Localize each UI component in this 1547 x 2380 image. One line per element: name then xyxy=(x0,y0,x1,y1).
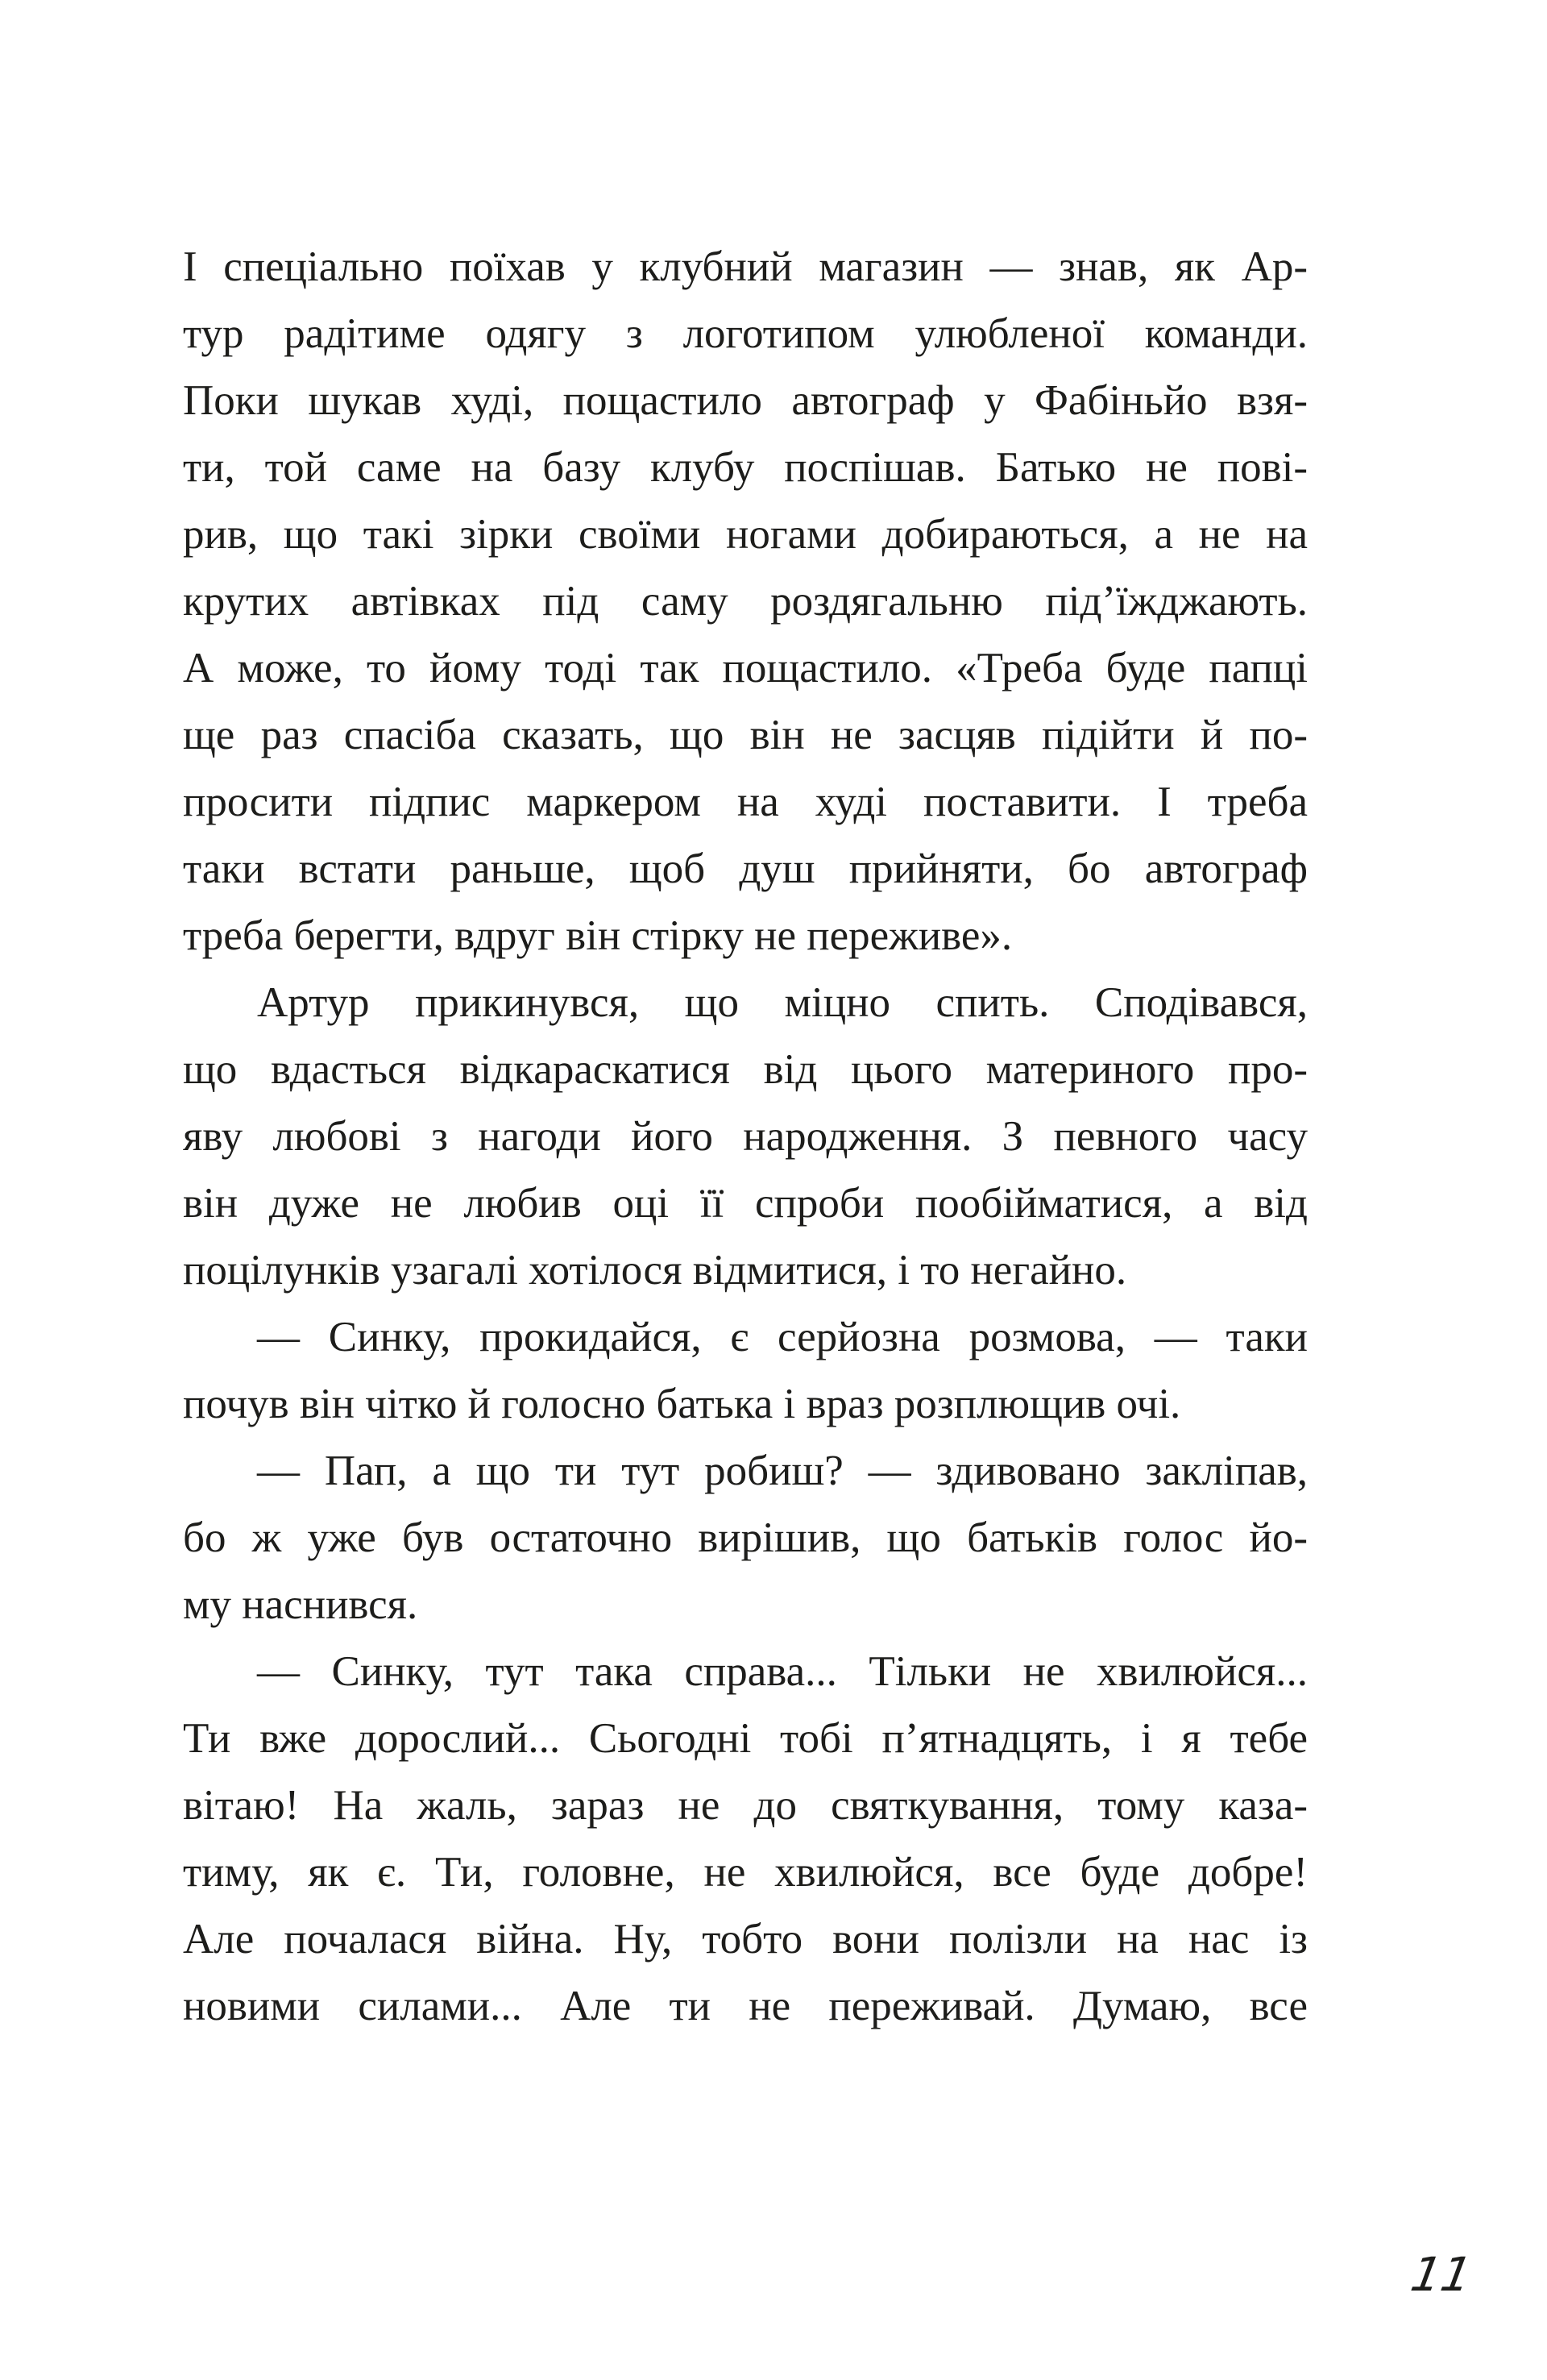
text-line: таки встати раньше, щоб душ прийняти, бо автограф xyxy=(183,845,1308,892)
text-line: — Синку, прокидайся, є серйозна розмова, — таки xyxy=(257,1314,1308,1360)
text-line: тиму, як є. Ти, головне, не хвилюйся, все буде добре! xyxy=(183,1849,1308,1896)
page-text xyxy=(183,234,1308,2040)
text-line: — Пап, а що ти тут робиш? — здивовано закліпав, xyxy=(257,1448,1308,1494)
text-line: му наснився. xyxy=(183,1581,418,1628)
text-line: що вдасться відкараскатися від цього материного про- xyxy=(183,1046,1308,1093)
text-line: поцілунків узагалі хотілося відмитися, і то негайно. xyxy=(183,1247,1127,1294)
text-line: — Синку, тут така справа... Тільки не хвилюйся... xyxy=(257,1648,1308,1695)
text-line: крутих автівках під саму роздягальню під’їжджають. xyxy=(183,578,1308,625)
text-line: вітаю! На жаль, зараз не до святкування, тому каза- xyxy=(183,1782,1308,1829)
text-line: новими силами... Але ти не переживай. Думаю, все xyxy=(183,1983,1308,2029)
text-line: треба берегти, вдруг він стірку не переживе». xyxy=(183,912,1013,959)
text-line: Артур прикинувся, що міцно спить. Сподівався, xyxy=(257,979,1308,1026)
text-line: Але почалася війна. Ну, тобто вони полізли на нас із xyxy=(183,1916,1308,1963)
text-line: яву любові з нагоди його народження. З певного часу xyxy=(183,1113,1308,1160)
text-line: А може, то йому тоді так пощастило. «Треба буде папці xyxy=(183,645,1308,692)
text-line: бо ж уже був остаточно вирішив, що батьків голос йо- xyxy=(183,1514,1308,1561)
text-line: почув він чітко й голосно батька і враз розплющив очі. xyxy=(183,1381,1181,1427)
text-line: просити підпис маркером на худі поставити. І треба xyxy=(183,779,1308,825)
text-line: Поки шукав худі, пощастило автограф у Фабіньйо взя- xyxy=(183,377,1308,424)
text-line: він дуже не любив оці її спроби пообійматися, а від xyxy=(183,1180,1308,1227)
text-line: І спеціально поїхав у клубний магазин — знав, як Ар- xyxy=(183,243,1308,290)
text-line: рив, що такі зірки своїми ногами добираються, а не на xyxy=(183,511,1308,558)
text-line: Ти вже дорослий... Сьогодні тобі п’ятнадцять, і я тебе xyxy=(183,1715,1308,1762)
text-line: ще раз спасіба сказать, що він не засцяв підійти й по- xyxy=(183,712,1308,758)
page-number: 11 xyxy=(1407,2247,1476,2302)
text-line: ти, той саме на базу клубу поспішав. Батько не пові- xyxy=(183,444,1308,491)
text-line: тур радітиме одягу з логотипом улюбленої команди. xyxy=(183,310,1308,357)
